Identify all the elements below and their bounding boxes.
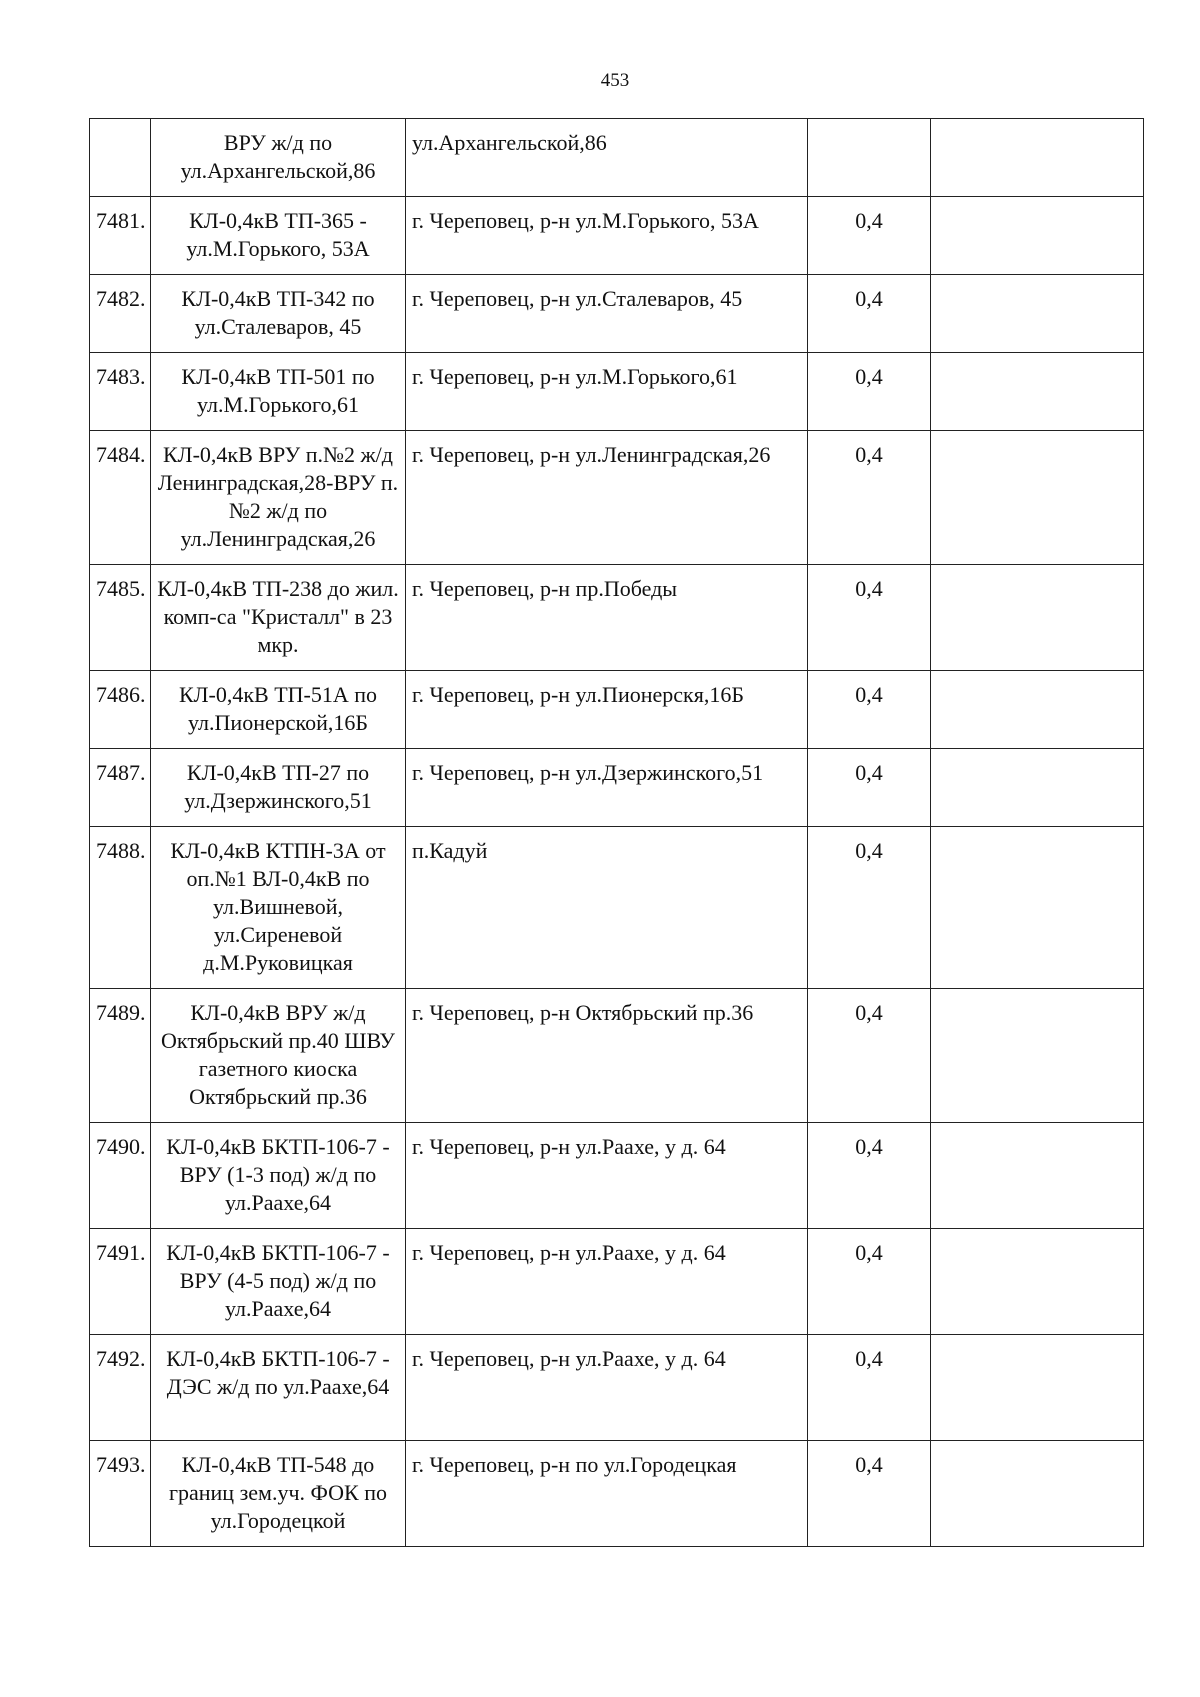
table-row (90, 197, 1144, 275)
row-extra (931, 275, 1144, 353)
table-row (90, 989, 1144, 1123)
line-name: КЛ-0,4кВ ТП-238 до жил. комп-са "Кристалл" в 23 мкр. (151, 565, 406, 671)
line-name: КЛ-0,4кВ ТП-501 по ул.М.Горького,61 (151, 353, 406, 431)
table-row (90, 353, 1144, 431)
line-voltage: 0,4 (808, 671, 931, 749)
line-address: п.Кадуй (406, 827, 808, 989)
row-number: 7487. (90, 749, 151, 827)
line-name: КЛ-0,4кВ ТП-27 по ул.Дзержинского,51 (151, 749, 406, 827)
table-row (90, 1441, 1144, 1547)
row-extra (931, 749, 1144, 827)
line-address: ул.Архангельской,86 (406, 119, 808, 197)
line-voltage: 0,4 (808, 1441, 931, 1547)
line-voltage: 0,4 (808, 1335, 931, 1441)
line-name: КЛ-0,4кВ КТПН-3А от оп.№1 ВЛ-0,4кВ по ул.Вишневой, ул.Сиреневой д.М.Руковицкая (151, 827, 406, 989)
line-voltage: 0,4 (808, 275, 931, 353)
table-row (90, 1229, 1144, 1335)
table-row (90, 275, 1144, 353)
table-row (90, 431, 1144, 565)
table-row (90, 565, 1144, 671)
row-number: 7486. (90, 671, 151, 749)
row-number: 7483. (90, 353, 151, 431)
row-extra (931, 1229, 1144, 1335)
row-extra (931, 431, 1144, 565)
row-extra (931, 1441, 1144, 1547)
line-name: КЛ-0,4кВ ТП-548 до границ зем.уч. ФОК по ул.Городецкой (151, 1441, 406, 1547)
row-number: 7492. (90, 1335, 151, 1441)
line-name: КЛ-0,4кВ ВРУ п.№2 ж/д Ленинградская,28-ВРУ п.№2 ж/д по ул.Ленинградская,26 (151, 431, 406, 565)
row-extra (931, 989, 1144, 1123)
line-voltage (808, 119, 931, 197)
line-name: КЛ-0,4кВ ВРУ ж/д Октябрьский пр.40 ШВУ газетного киоска Октябрьский пр.36 (151, 989, 406, 1123)
row-extra (931, 197, 1144, 275)
row-extra (931, 671, 1144, 749)
row-number (90, 119, 151, 197)
line-voltage: 0,4 (808, 749, 931, 827)
row-extra (931, 827, 1144, 989)
line-name: КЛ-0,4кВ БКТП-106-7 - ВРУ (1-3 под) ж/д по ул.Раахе,64 (151, 1123, 406, 1229)
line-voltage: 0,4 (808, 353, 931, 431)
row-extra (931, 119, 1144, 197)
row-extra (931, 1123, 1144, 1229)
line-voltage: 0,4 (808, 827, 931, 989)
row-extra (931, 1335, 1144, 1441)
page-number: 453 (600, 70, 630, 91)
line-voltage: 0,4 (808, 197, 931, 275)
line-voltage: 0,4 (808, 431, 931, 565)
line-address: г. Череповец, р-н ул.Раахе, у д. 64 (406, 1335, 808, 1441)
table-row (90, 1123, 1144, 1229)
table-row (90, 749, 1144, 827)
line-name: КЛ-0,4кВ ТП-342 по ул.Сталеваров, 45 (151, 275, 406, 353)
line-voltage: 0,4 (808, 1229, 931, 1335)
line-address: г. Череповец, р-н ул.Дзержинского,51 (406, 749, 808, 827)
line-address: г. Череповец, р-н Октябрьский пр.36 (406, 989, 808, 1123)
line-address: г. Череповец, р-н ул.Ленинградская,26 (406, 431, 808, 565)
table-row (90, 119, 1144, 197)
row-number: 7484. (90, 431, 151, 565)
line-address: г. Череповец, р-н ул.Раахе, у д. 64 (406, 1123, 808, 1229)
line-address: г. Череповец, р-н ул.Сталеваров, 45 (406, 275, 808, 353)
line-name: КЛ-0,4кВ БКТП-106-7 - ДЭС ж/д по ул.Раахе,64 (151, 1335, 406, 1441)
row-number: 7482. (90, 275, 151, 353)
line-address: г. Череповец, р-н пр.Победы (406, 565, 808, 671)
row-extra (931, 565, 1144, 671)
row-extra (931, 353, 1144, 431)
table-row (90, 671, 1144, 749)
row-number: 7493. (90, 1441, 151, 1547)
row-number: 7491. (90, 1229, 151, 1335)
line-name: КЛ-0,4кВ ТП-365 - ул.М.Горького, 53А (151, 197, 406, 275)
row-number: 7490. (90, 1123, 151, 1229)
line-name: КЛ-0,4кВ БКТП-106-7 - ВРУ (4-5 под) ж/д по ул.Раахе,64 (151, 1229, 406, 1335)
line-address: г. Череповец, р-н по ул.Городецкая (406, 1441, 808, 1547)
line-address: г. Череповец, р-н ул.Раахе, у д. 64 (406, 1229, 808, 1335)
row-number: 7481. (90, 197, 151, 275)
table-row (90, 827, 1144, 989)
line-address: г. Череповец, р-н ул.Пионерскя,16Б (406, 671, 808, 749)
row-number: 7488. (90, 827, 151, 989)
line-voltage: 0,4 (808, 565, 931, 671)
table-row (90, 1335, 1144, 1441)
line-name: КЛ-0,4кВ ТП-51А по ул.Пионерской,16Б (151, 671, 406, 749)
line-voltage: 0,4 (808, 1123, 931, 1229)
line-address: г. Череповец, р-н ул.М.Горького, 53А (406, 197, 808, 275)
cable-lines-table (89, 118, 1144, 1547)
row-number: 7485. (90, 565, 151, 671)
line-name: ВРУ ж/д по ул.Архангельской,86 (151, 119, 406, 197)
line-address: г. Череповец, р-н ул.М.Горького,61 (406, 353, 808, 431)
row-number: 7489. (90, 989, 151, 1123)
line-voltage: 0,4 (808, 989, 931, 1123)
